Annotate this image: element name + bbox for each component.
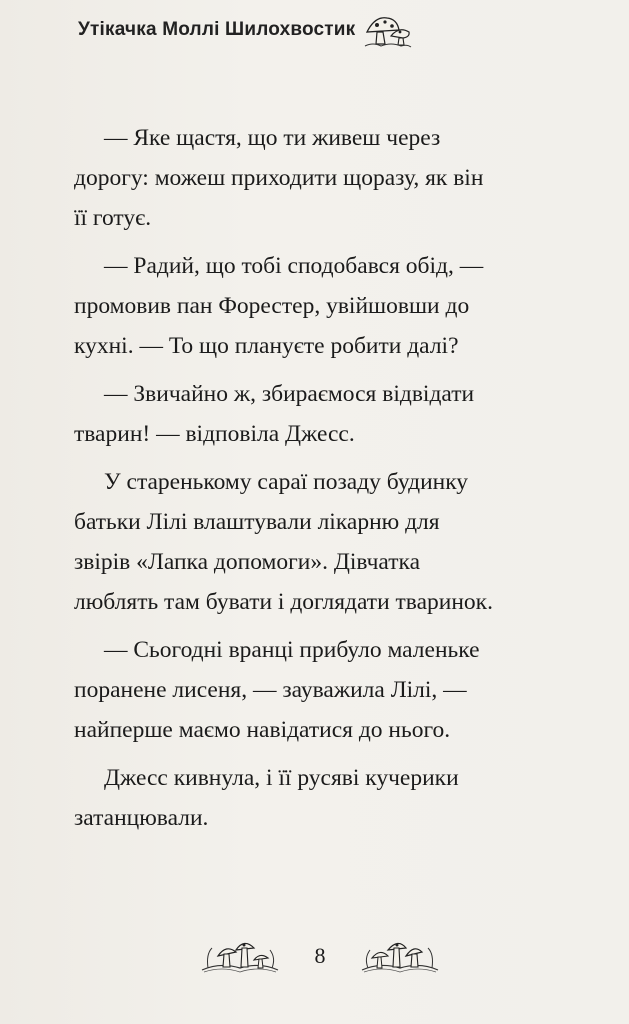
- text-line: — Яке щастя, що ти живеш через: [104, 125, 441, 151]
- text-line: дорогу: можеш приходити щоразу, як він: [74, 165, 484, 191]
- text-line: батьки Лілі влаштували лікарню для: [74, 509, 440, 535]
- text-line: — Радий, що тобі сподобався обід, —: [104, 253, 484, 279]
- text-line: її готує.: [74, 205, 152, 231]
- text-line: У старенькому сараї позаду будинку: [104, 469, 469, 495]
- page-number: 8: [314, 943, 326, 968]
- text-line: — Сьогодні вранці прибуло маленьке: [104, 637, 480, 663]
- mushroom-ornament-icon: [363, 10, 413, 50]
- text-line: — Звичайно ж, збираємося відвідати: [104, 381, 475, 407]
- right-mushroom-ornament-icon: [360, 934, 440, 978]
- page-footer: [200, 926, 440, 986]
- body-text: [74, 118, 594, 838]
- text-line: поранене лисеня, — зауважила Лілі, —: [74, 677, 467, 703]
- text-line: затанцювали.: [74, 805, 209, 831]
- text-line: найперше маємо навідатися до нього.: [74, 717, 451, 743]
- book-title: Утікачка Моллі Шилохвостик: [78, 19, 356, 40]
- left-mushroom-ornament-icon: [200, 934, 280, 978]
- text-line: люблять там бувати і доглядати тваринок.: [74, 589, 493, 615]
- text-line: промовив пан Форестер, увійшовши до: [74, 293, 470, 319]
- text-line: звірів «Лапка допомоги». Дівчатка: [74, 549, 420, 575]
- text-line: кухні. — То що плануєте робити далі?: [74, 333, 459, 359]
- text-line: тварин! — відповіла Джесс.: [74, 421, 355, 447]
- running-header: [78, 10, 413, 50]
- text-line: Джесс кивнула, і її русяві кучерики: [104, 765, 459, 791]
